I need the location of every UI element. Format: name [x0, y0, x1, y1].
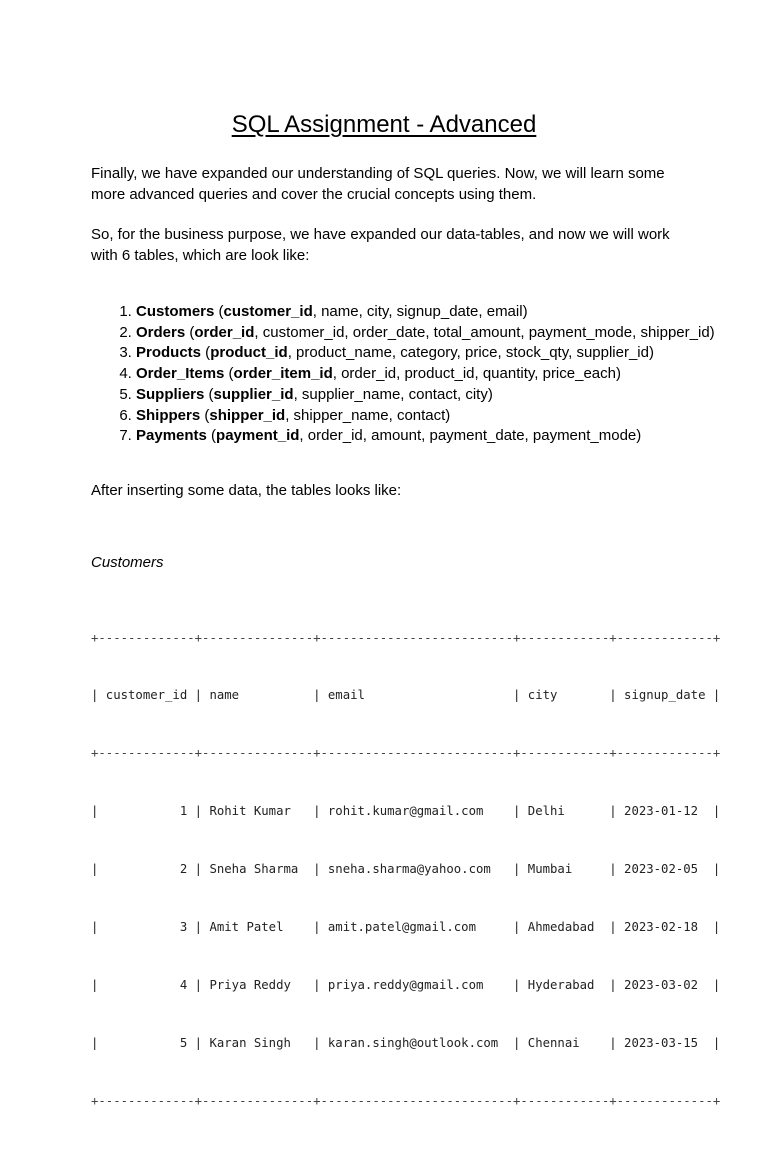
- list-item: 7. Payments (payment_id, order_id, amount, payment_date, payment_mode): [136, 426, 726, 447]
- list-item: 2. Orders (order_id, customer_id, order_date, total_amount, payment_mode, shipper_id): [136, 323, 726, 344]
- tables-intro-paragraph: So, for the business purpose, we have expanded our data-tables, and now we will work with 6 tables, which are look like:: [91, 226, 670, 264]
- page-title: SQL Assignment - Advanced: [231, 111, 537, 138]
- data-intro-paragraph: After inserting some data, the tables looks like:: [91, 482, 402, 499]
- table-border-top: +-------------+---------------+--------------------------+------------+-------------+: [91, 630, 721, 645]
- table-border-bottom: +-------------+---------------+--------------------------+------------+-------------+: [91, 1093, 721, 1108]
- list-item: 4. Order_Items (order_item_id, order_id, product_id, quantity, price_each): [136, 364, 726, 385]
- list-item: 5. Suppliers (supplier_id, supplier_name, contact, city): [136, 385, 726, 406]
- table-row: | 1 | Rohit Kumar | rohit.kumar@gmail.com | Delhi | 2023-01-12 |: [91, 804, 721, 819]
- table-border-mid: +-------------+---------------+--------------------------+------------+-------------+: [91, 746, 721, 761]
- customers-table-output: [91, 590, 720, 1150]
- list-item: 3. Products (product_id, product_name, category, price, stock_qty, supplier_id): [136, 343, 726, 364]
- table-row: | 4 | Priya Reddy | priya.reddy@gmail.com | Hyderabad | 2023-03-02 |: [91, 977, 721, 992]
- table-list: [91, 302, 726, 447]
- table-row: | 3 | Amit Patel | amit.patel@gmail.com | Ahmedabad | 2023-02-18 |: [91, 920, 721, 935]
- table-row: | 2 | Sneha Sharma | sneha.sharma@yahoo.com | Mumbai | 2023-02-05 |: [91, 862, 721, 877]
- table-caption: Customers: [91, 554, 164, 571]
- list-item: 6. Shippers (shipper_id, shipper_name, contact): [136, 406, 726, 427]
- table-row: | 5 | Karan Singh | karan.singh@outlook.com | Chennai | 2023-03-15 |: [91, 1035, 721, 1050]
- intro-paragraph: Finally, we have expanded our understanding of SQL queries. Now, we will learn some more advanced queries and cover the crucial concepts using them.: [91, 165, 665, 203]
- list-item: 1. Customers (customer_id, name, city, signup_date, email): [136, 302, 726, 323]
- table-header-row: | customer_id | name | email | city | signup_date |: [91, 688, 721, 703]
